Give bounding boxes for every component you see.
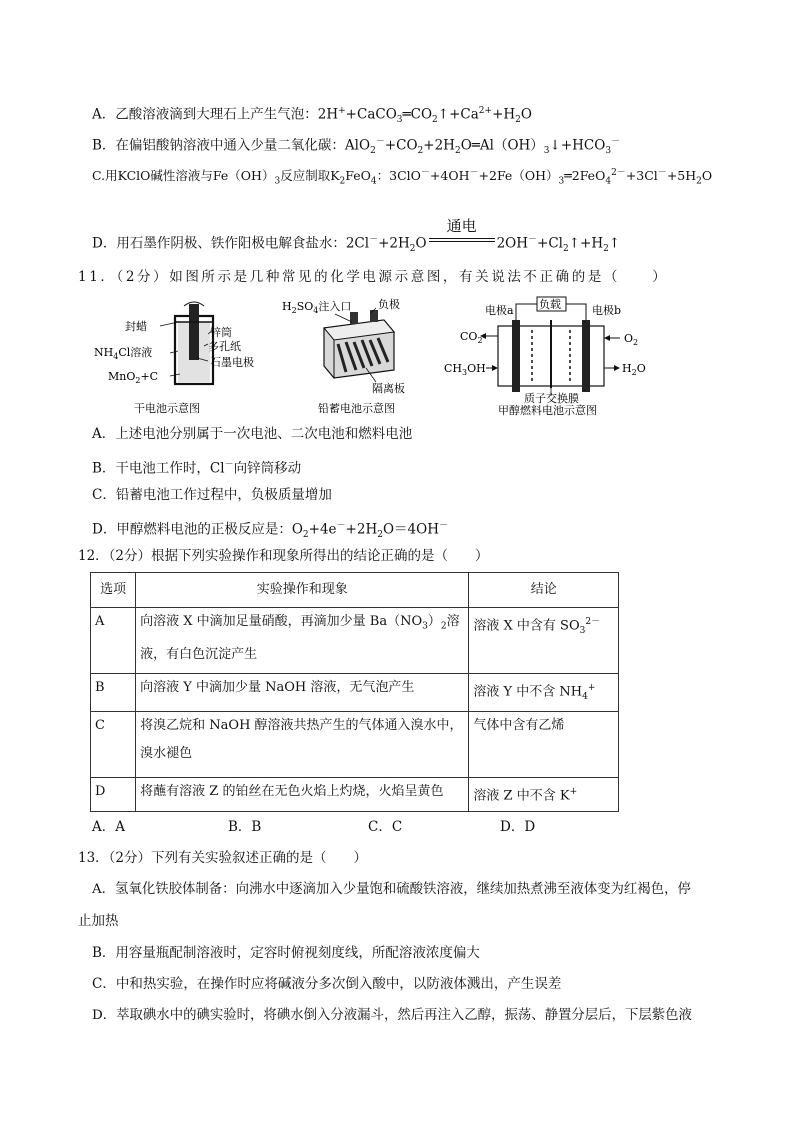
q13-option-a-line1: A．氢氧化铁胶体制备：向沸水中逐滴加入少量饱和硫酸铁溶液，继续加热煮沸至液体变为红褐色，停 [92,882,691,897]
fuel-label-load: 负载 [539,298,561,311]
dry-label-nh4cl: $NH_4Cl$溶液 [94,346,153,361]
fuel-label-h2o: $H_2O$ [622,362,646,377]
lead-label-separator: 隔离板 [372,382,405,395]
q11-option-b: B．干电池工作时，Cl－向锌筒移动 [92,460,302,477]
q13-option-a-line2: 止加热 [78,913,119,929]
q13-option-d: D．萃取碘水中的碘实验时，将碘水倒入分液漏斗，然后再注入乙醇，振荡、静置分层后，下层紫色液 [92,1008,692,1023]
fuel-label-membrane: 质子交换膜 [524,392,579,405]
fuel-label-electrode-b: 电极b [592,304,622,317]
q13-option-b: B．用容量瓶配制溶液时，定容时俯视刻度线，所配溶液浓度偏大 [92,945,480,961]
dry-cell-figure [160,302,213,384]
dry-label-paper: 多孔纸 [208,340,241,353]
q12-stem: 12．（2分）根据下列实验操作和现象所得出的结论正确的是（ ） [78,548,489,564]
row-c-conclusion: 气体中含有乙烯 [469,711,619,777]
q10-option-a: A．乙酸溶液滴到大理石上产生气泡：$2H^++CaCO_3═CO_2↑+Ca^{2+}+H_2O$ [92,106,532,126]
dry-label-mno2: MnO$_2$+C [108,370,159,385]
dry-label-zinc: 锌筒 [210,326,232,339]
table-row [91,777,619,811]
electrolysis-arrow: 通电 [427,230,497,250]
row-c-option: C [91,711,136,777]
q11-option-c: C．铅蓄电池工作过程中，负极质量增加 [92,487,332,503]
q10-option-c: C.用KClO碱性溶液与$Fe(OH)_3$反应制取$K_2FeO_4$：$3ClO^-+4OH^-+2Fe(OH)_3═2FeO_4^{2-}+3Cl^-+5H_2O$ [92,168,713,187]
header-option: 选项 [91,573,136,608]
q13-option-c: C．中和热实验，在操作时应将碱液分多次倒入酸中，以防液体溅出，产生误差 [92,976,562,992]
row-c-operation: 将溴乙烷和 NaOH 醇溶液共热产生的气体通入溴水中， 溴水褪色 [136,711,469,777]
lead-label-inlet: $H_2SO_4$注入口 [282,300,352,315]
fuel-label-ch3oh: $CH_3OH$ [444,362,486,377]
q12-answer-c: C．C [368,819,403,835]
row-b-operation: 向溶液 Y 中滴加少量 NaOH 溶液，无气泡产生 [136,674,469,712]
q11-stem: 11．（2分）如图所示是几种常见的化学电源示意图，有关说法不正确的是（ ） [78,269,669,285]
row-a-conclusion: 溶液 X 中含有 $SO_3^{2-}$ [469,608,619,674]
q12-answer-d: D．D [500,819,536,835]
fuel-label-electrode-a: 电极a [485,304,514,317]
lead-label-negative: 负极 [378,298,400,311]
row-b-conclusion: 溶液 Y 中不含 $NH_4^+$ [469,674,619,712]
lead-battery-figure [324,308,394,382]
table-row [91,608,619,674]
dry-caption: 干电池示意图 [134,402,200,415]
table-header-row [91,573,619,608]
dry-label-wax: 封蜡 [125,320,147,333]
dry-label-graphite: 石墨电极 [210,356,254,369]
experiment-table [90,572,619,812]
row-d-operation: 将蘸有溶液 Z 的铂丝在无色火焰上灼烧，火焰呈黄色 [136,777,469,811]
q12-answer-b: B．B [228,819,262,835]
row-d-conclusion: 溶液 Z 中不含 K+ [469,777,619,811]
q10-option-d: D．用石墨作阴极、铁作阳极电解食盐水：$2Cl^-+2H_2O$ 通电 $2OH^-+Cl_2↑+H_2↑$ [92,217,621,255]
header-conclusion: 结论 [469,573,619,608]
fuel-label-o2: $O_2$ [624,332,639,347]
lead-caption: 铅蓄电池示意图 [318,402,395,415]
fuel-caption: 甲醇燃料电池示意图 [498,404,597,417]
q10-option-b: B．在偏铝酸钠溶液中通入少量二氧化碳：$AlO_2^-+CO_2+2H_2O═Al(OH)_3↓+HCO_3^-$ [92,137,621,157]
row-a-option: A [91,608,136,674]
row-d-option: D [91,777,136,811]
fuel-label-co2: $CO_2$ [460,330,483,345]
row-b-option: B [91,674,136,712]
battery-diagrams [94,296,680,420]
row-a-operation: 向溶液 X 中滴加足量硝酸，再滴加少量 $Ba(NO_3)_2$溶 液，有白色沉淀产生 [136,608,469,674]
table-row [91,674,619,712]
table-row [91,711,619,777]
q13-stem: 13．（2分）下列有关实验叙述正确的是（ ） [78,850,368,866]
q12-answer-a: A．A [92,819,125,835]
header-operation: 实验操作和现象 [136,573,469,608]
q11-option-a: A．上述电池分别属于一次电池、二次电池和燃料电池 [92,426,413,442]
q11-option-d: D．甲醇燃料电池的正极反应是：$O_2+4e^-+2H_2O=4OH^-$ [92,521,448,541]
